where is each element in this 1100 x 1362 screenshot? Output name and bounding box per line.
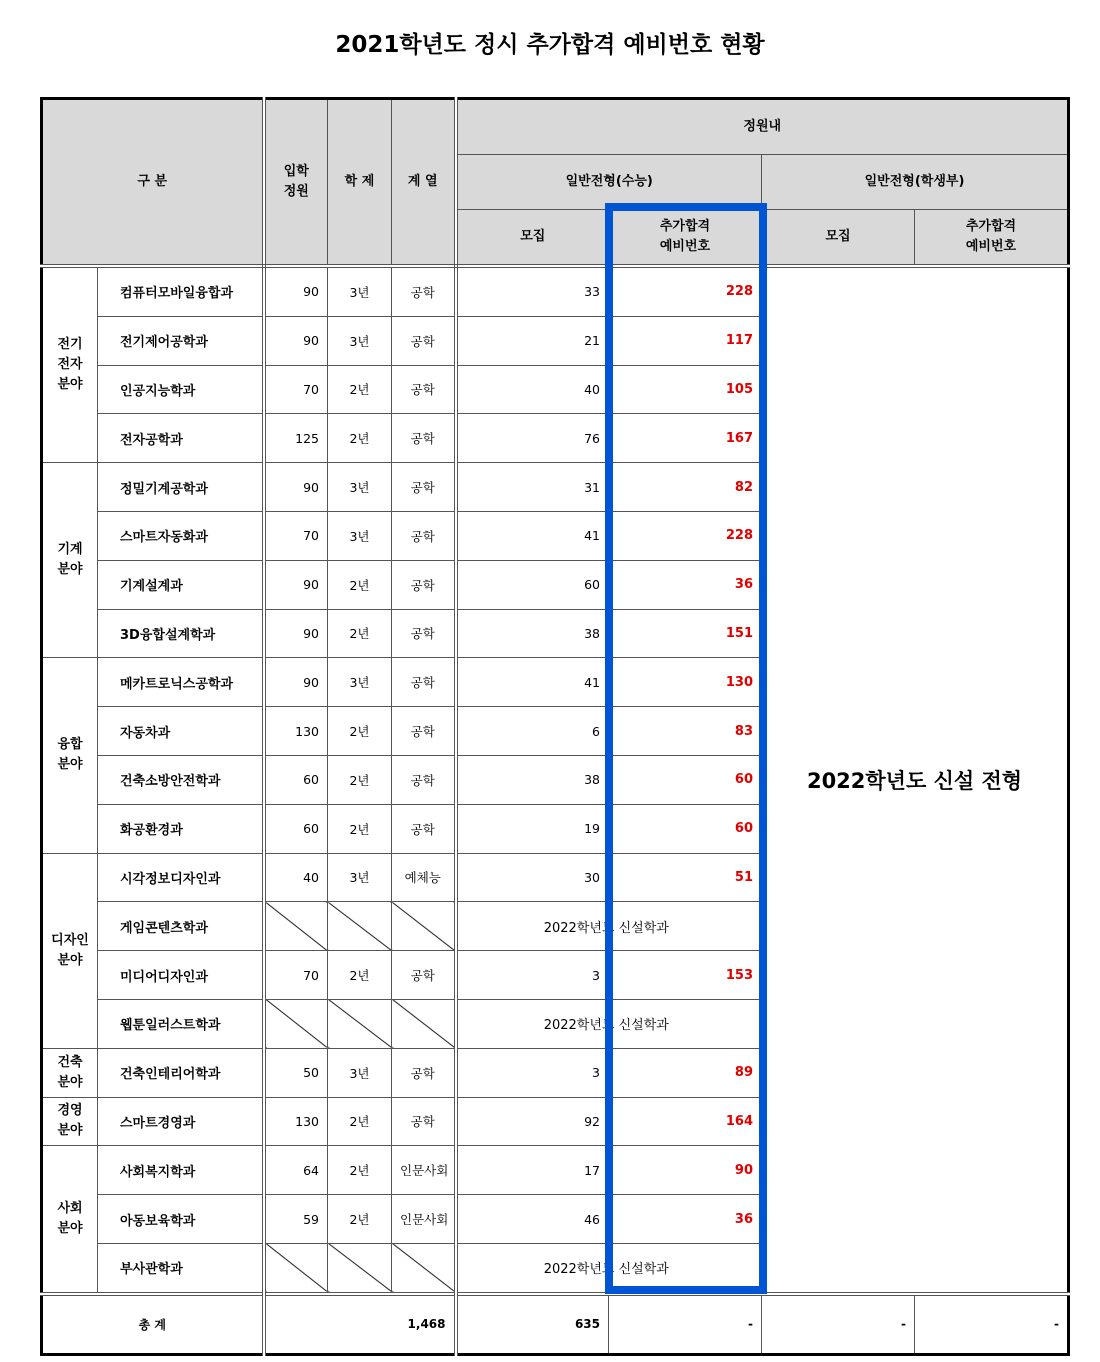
recruit: 76	[456, 414, 609, 463]
years: 2년	[328, 1146, 392, 1195]
quota: 70	[264, 951, 328, 1000]
reserve-number: 60	[609, 755, 762, 804]
total-label: 총 계	[42, 1294, 264, 1355]
field: 공학	[392, 511, 456, 560]
recruit: 38	[456, 609, 609, 658]
years: 2년	[328, 951, 392, 1000]
empty-quota	[264, 999, 328, 1048]
new-department-note: 2022학년도 신설학과	[456, 999, 762, 1048]
field: 공학	[392, 755, 456, 804]
department-name: 스마트자동화과	[98, 511, 264, 560]
reserve-number: 228	[609, 266, 762, 316]
field: 공학	[392, 658, 456, 707]
group-label: 전기 전자 분야	[42, 266, 98, 463]
quota: 70	[264, 511, 328, 560]
years: 2년	[328, 755, 392, 804]
years: 3년	[328, 463, 392, 512]
recruit: 41	[456, 658, 609, 707]
field: 공학	[392, 266, 456, 316]
department-name: 인공지능학과	[98, 365, 264, 414]
total-record-reserve: -	[915, 1294, 1069, 1355]
new-track-note: 2022학년도 신설 전형	[762, 266, 1069, 1294]
department-name: 기계설계과	[98, 560, 264, 609]
header-category: 구 분	[42, 99, 264, 267]
reserve-number: 36	[609, 1195, 762, 1244]
department-name: 게임콘텐츠학과	[98, 902, 264, 951]
years: 2년	[328, 804, 392, 853]
empty-years	[328, 999, 392, 1048]
empty-years	[328, 902, 392, 951]
recruit: 38	[456, 755, 609, 804]
reserve-number: 36	[609, 560, 762, 609]
empty-quota	[264, 1243, 328, 1293]
department-name: 부사관학과	[98, 1243, 264, 1293]
field: 공학	[392, 1048, 456, 1097]
quota: 130	[264, 1097, 328, 1146]
department-name: 건축인테리어학과	[98, 1048, 264, 1097]
years: 3년	[328, 266, 392, 316]
header-in-quota: 정원내	[456, 99, 1069, 155]
years: 2년	[328, 707, 392, 756]
quota: 90	[264, 463, 328, 512]
header-suneung-recruit: 모집	[456, 210, 609, 267]
quota: 64	[264, 1146, 328, 1195]
recruit: 41	[456, 511, 609, 560]
years: 2년	[328, 365, 392, 414]
empty-years	[328, 1243, 392, 1293]
years: 3년	[328, 316, 392, 365]
recruit: 3	[456, 1048, 609, 1097]
quota: 90	[264, 560, 328, 609]
recruit: 21	[456, 316, 609, 365]
reserve-number: 89	[609, 1048, 762, 1097]
quota: 90	[264, 316, 328, 365]
department-name: 전기제어공학과	[98, 316, 264, 365]
header-suneung-reserve: 추가합격 예비번호	[609, 210, 762, 267]
field: 공학	[392, 365, 456, 414]
field: 공학	[392, 316, 456, 365]
reserve-number: 83	[609, 707, 762, 756]
field: 공학	[392, 463, 456, 512]
field: 인문사회	[392, 1195, 456, 1244]
department-name: 메카트로닉스공학과	[98, 658, 264, 707]
years: 2년	[328, 560, 392, 609]
header-years: 학 제	[328, 99, 392, 267]
department-name: 아동보육학과	[98, 1195, 264, 1244]
new-department-note: 2022학년도 신설학과	[456, 902, 762, 951]
total-recruit: 635	[456, 1294, 609, 1355]
reserve-number: 130	[609, 658, 762, 707]
empty-field	[392, 1243, 456, 1293]
quota: 90	[264, 658, 328, 707]
field: 공학	[392, 609, 456, 658]
quota: 125	[264, 414, 328, 463]
recruit: 40	[456, 365, 609, 414]
field: 인문사회	[392, 1146, 456, 1195]
field: 공학	[392, 804, 456, 853]
total-record-recruit: -	[762, 1294, 915, 1355]
field: 공학	[392, 414, 456, 463]
field: 공학	[392, 560, 456, 609]
years: 2년	[328, 609, 392, 658]
recruit: 31	[456, 463, 609, 512]
new-department-note: 2022학년도 신설학과	[456, 1243, 762, 1293]
quota: 130	[264, 707, 328, 756]
header-quota: 입학 정원	[264, 99, 328, 267]
years: 3년	[328, 511, 392, 560]
quota: 60	[264, 804, 328, 853]
department-name: 건축소방안전학과	[98, 755, 264, 804]
department-name: 컴퓨터모바일융합과	[98, 266, 264, 316]
header-suneung: 일반전형(수능)	[456, 155, 762, 210]
field: 예체능	[392, 853, 456, 902]
group-label: 건축 분야	[42, 1048, 98, 1097]
group-label: 사회 분야	[42, 1146, 98, 1294]
recruit: 92	[456, 1097, 609, 1146]
recruit: 60	[456, 560, 609, 609]
total-row	[42, 1294, 1069, 1355]
department-name: 시각정보디자인과	[98, 853, 264, 902]
department-name: 스마트경영과	[98, 1097, 264, 1146]
reserve-number: 153	[609, 951, 762, 1000]
quota: 70	[264, 365, 328, 414]
recruit: 3	[456, 951, 609, 1000]
header-field: 계 열	[392, 99, 456, 267]
reserve-number: 82	[609, 463, 762, 512]
total-reserve: -	[609, 1294, 762, 1355]
field: 공학	[392, 707, 456, 756]
reserve-number: 117	[609, 316, 762, 365]
quota: 90	[264, 609, 328, 658]
department-name: 사회복지학과	[98, 1146, 264, 1195]
department-name: 전자공학과	[98, 414, 264, 463]
quota: 60	[264, 755, 328, 804]
department-name: 화공환경과	[98, 804, 264, 853]
group-label: 경영 분야	[42, 1097, 98, 1146]
quota: 59	[264, 1195, 328, 1244]
quota: 40	[264, 853, 328, 902]
recruit: 46	[456, 1195, 609, 1244]
page-title: 2021학년도 정시 추가합격 예비번호 현황	[335, 32, 765, 58]
years: 3년	[328, 853, 392, 902]
group-label: 기계 분야	[42, 463, 98, 658]
reserve-number: 105	[609, 365, 762, 414]
department-name: 정밀기계공학과	[98, 463, 264, 512]
total-quota: 1,468	[264, 1294, 456, 1355]
group-label: 디자인 분야	[42, 853, 98, 1048]
quota: 50	[264, 1048, 328, 1097]
field: 공학	[392, 1097, 456, 1146]
reserve-number: 151	[609, 609, 762, 658]
field: 공학	[392, 951, 456, 1000]
department-name: 미디어디자인과	[98, 951, 264, 1000]
reserve-number: 228	[609, 511, 762, 560]
empty-field	[392, 999, 456, 1048]
empty-quota	[264, 902, 328, 951]
years: 2년	[328, 414, 392, 463]
header-record: 일반전형(학생부)	[762, 155, 1069, 210]
reserve-number: 51	[609, 853, 762, 902]
years: 3년	[328, 658, 392, 707]
quota: 90	[264, 266, 328, 316]
recruit: 6	[456, 707, 609, 756]
reserve-number: 164	[609, 1097, 762, 1146]
years: 2년	[328, 1097, 392, 1146]
department-name: 웹툰일러스트학과	[98, 999, 264, 1048]
years: 3년	[328, 1048, 392, 1097]
years: 2년	[328, 1195, 392, 1244]
group-label: 융합 분야	[42, 658, 98, 853]
department-name: 자동차과	[98, 707, 264, 756]
reserve-table	[40, 97, 1070, 1356]
header-record-recruit: 모집	[762, 210, 915, 267]
recruit: 33	[456, 266, 609, 316]
header-record-reserve: 추가합격 예비번호	[915, 210, 1069, 267]
reserve-number: 167	[609, 414, 762, 463]
reserve-number: 60	[609, 804, 762, 853]
department-name: 3D융합설계학과	[98, 609, 264, 658]
recruit: 17	[456, 1146, 609, 1195]
empty-field	[392, 902, 456, 951]
reserve-number: 90	[609, 1146, 762, 1195]
recruit: 19	[456, 804, 609, 853]
table-row	[42, 266, 1069, 316]
recruit: 30	[456, 853, 609, 902]
